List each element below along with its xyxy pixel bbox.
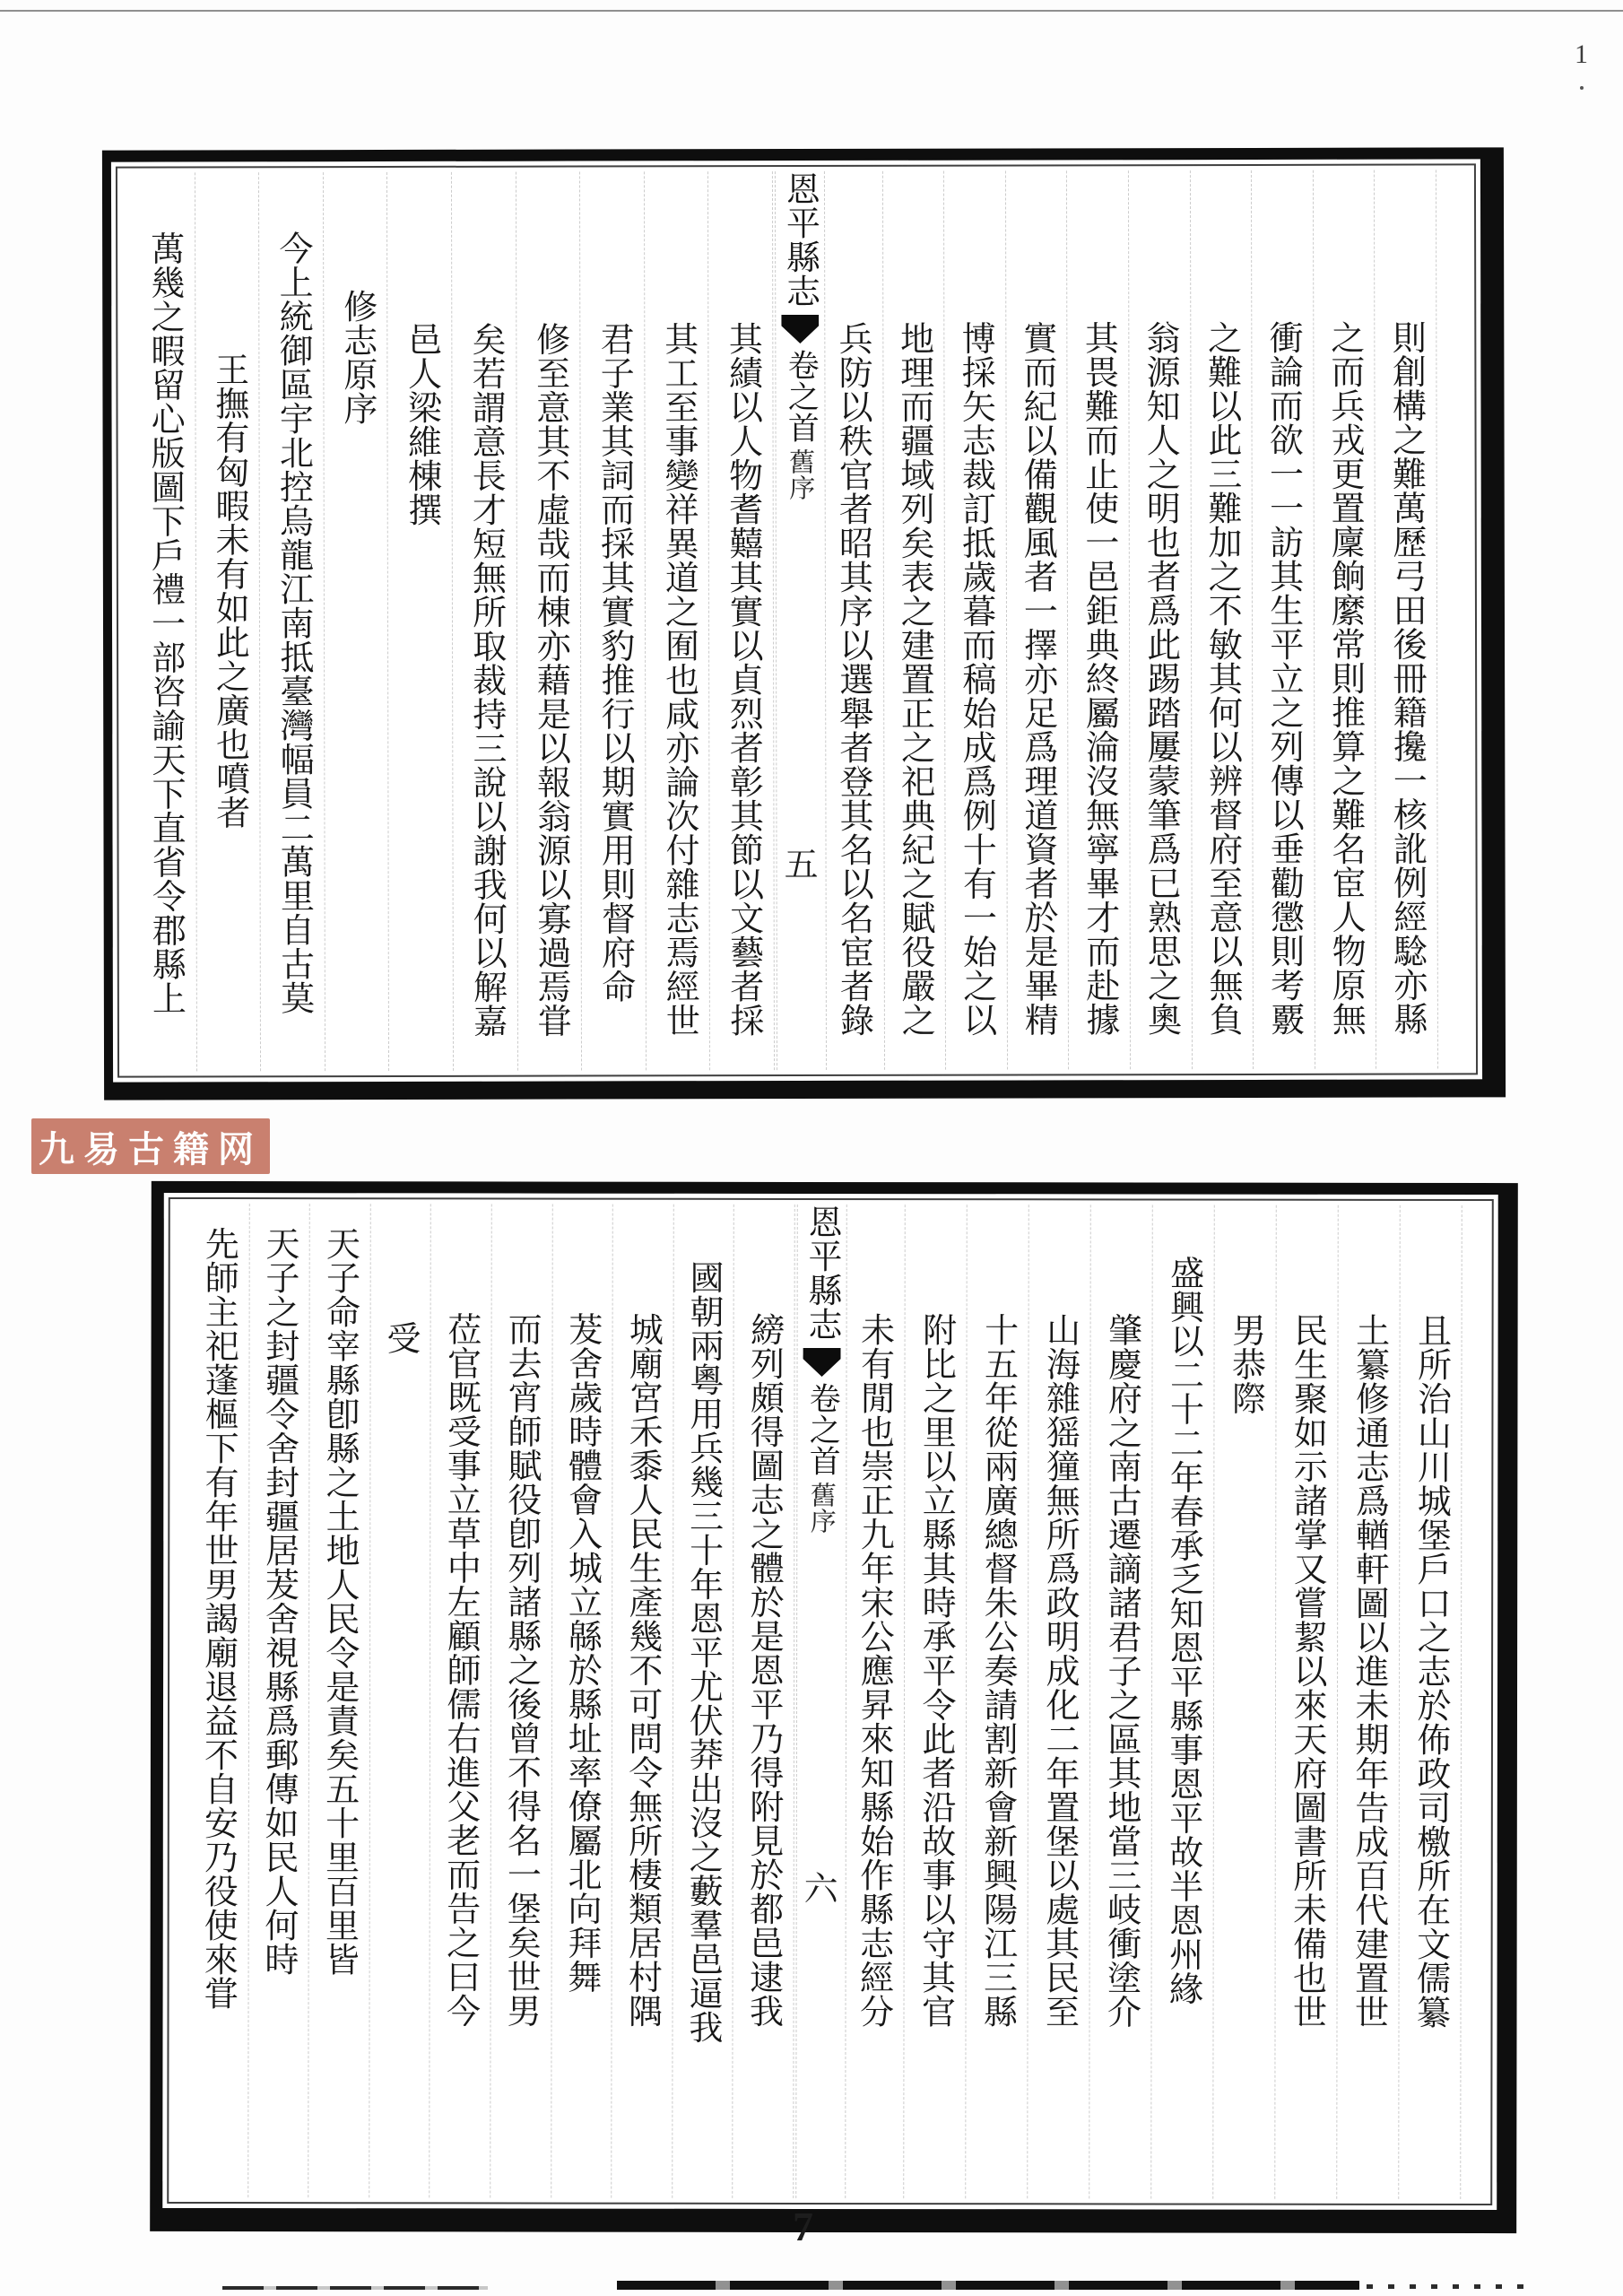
footer-page-number: 7 [793,2204,813,2249]
scanned-leaf-6 [150,1181,1518,2233]
bottom-smudge-line-left [222,2286,488,2290]
watermark-banner [31,1118,270,1174]
text-column: 且所治山川城堡戶口之志於佈政司檄所在文儒纂 [1399,1205,1462,2199]
text-column: 城廟宮禾黍人民生產幾不可問令無所棲類居村隅 [612,1205,673,2198]
watermark-text: 九易古籍网 [39,1128,263,1170]
text-column: 莅官既受事立草中左顧師儒右進父老而告之曰今 [430,1204,492,2197]
text-column: 男恭際 [1213,1205,1277,2199]
volume-label: 卷之首 [783,348,820,444]
section-label: 舊序 [806,1481,838,1535]
book-title: 恩平縣志 [780,170,820,309]
text-column: 先師主祀蓬樞下有年世男謁廟退益不自安乃役使來甞 [187,1204,249,2197]
text-column: 十五年從兩廣總督朱公奏請割新會新興陽江三縣 [966,1205,1029,2198]
leaf-page-number: 五 [784,844,819,885]
corner-dot [1580,86,1584,90]
text-column: 茇舍歲時體會入城立緜於縣址率僚屬北向拜舞 [551,1205,613,2198]
text-column: 王撫有匈暇未有如此之廣也噴者 [195,172,262,1071]
scanned-leaf-5 [102,147,1506,1100]
text-column: 之而兵戎更置廩餉縻常則推算之難名宦人物原無 [1314,170,1377,1069]
text-column: 而去宵師賦役卽列諸縣之後曾不得名一堡矣世男 [490,1204,552,2197]
leaf-6-left-halfpage [187,1204,795,2198]
fishtail-mark-icon [803,1348,841,1377]
text-column: 未有閒也崇正九年宋公應昇來知縣始作縣志經分 [842,1205,906,2198]
text-column: 天子命宰縣卽縣之土地人民令是責矣五十里百里皆 [308,1204,370,2197]
text-column: 地理而疆域列矣表之建置正之祀典紀之賦役嚴之 [883,171,947,1070]
text-column: 肇慶府之南古遷謫諸君子之區其地當三岐衝塗介 [1089,1205,1153,2198]
text-column: 今上統御區宇北控烏龍江南抵臺灣幅員二萬里自古莫 [259,172,325,1071]
text-column: 天子之封疆令舍封疆居茇舍視縣爲郵傳如民人何時 [248,1204,310,2197]
text-column: 矣若謂意長才短無所取裁持三說以謝我何以解嘉 [452,172,518,1071]
text-column: 實而紀以備觀風者一擇亦足爲理道資者於是畢精 [1006,170,1070,1069]
text-column: 則創構之難萬歷弓田後冊籍攙一核訛例經騐亦縣 [1375,170,1438,1069]
text-column: 縍列頗得圖志之體於是恩平乃得附見於都邑逮我 [733,1205,795,2198]
text-column: 修志原序 [324,172,390,1071]
text-column: 萬幾之暇留心版圖下戶禮一部咨諭天下直省令郡縣上 [131,172,197,1071]
text-column: 盛興以二十二年春承乏知恩平縣事恩平故半恩州緣 [1151,1205,1215,2198]
fishtail-mark-icon [781,315,819,344]
text-column: 其畏難而止使一邑鉅典終屬淪沒無寧畢才而赴據 [1067,170,1131,1069]
volume-label: 卷之首 [804,1381,841,1477]
scan-top-edge-line [0,10,1623,12]
text-column: 其績以人物耆囏其實以貞烈者彰其節以文藝者採 [708,171,775,1070]
text-column: 山海雜猺獞無所爲政明成化二年置堡以處其民至 [1028,1205,1091,2198]
text-column: 附比之里以立縣其時承平令此者沿故事以守其官 [904,1205,968,2198]
leaf-page-number: 六 [803,1868,838,1909]
corner-mark: 1 [1575,39,1588,69]
text-column: 其工至事變祥異道之囿也咸亦論次付雜志焉經世 [645,171,711,1070]
text-column: 之難以此三難加之不敏其何以辨督府至意以無負 [1191,170,1254,1069]
text-column: 土纂修通志爲輶軒圖以進未期年告成百代建置世 [1337,1205,1401,2199]
text-column: 翁源知人之明也者爲此踢踏屢蒙筆爲已熟思之奧 [1129,170,1193,1069]
text-column: 博採矢志裁訂抵歲暮而稿始成爲例十有一始之以 [944,171,1008,1070]
text-column: 君子業其詞而採其實豹推行以期實用則督府命 [580,171,647,1070]
book-title: 恩平縣志 [802,1204,843,1342]
leaf-5-right-halfpage [821,170,1438,1070]
leaf-6-right-halfpage [842,1205,1462,2199]
text-column: 兵防以秩官者昭其序以選舉者登其名以名宦者錄 [821,171,885,1070]
leaf-5-left-halfpage [131,171,775,1071]
text-column: 民生聚如示諸掌又嘗絜以來天府圖書所未備也世 [1275,1205,1339,2199]
text-column: 修至意其不虛哉而棟亦藉是以報翁源以寡過焉甞 [516,172,583,1071]
text-column: 邑人梁維棟撰 [387,172,454,1071]
leaf-6-banxin [795,1205,847,2198]
text-column: 受 [369,1204,431,2197]
text-column: 衝論而欲一一訪其生平立之列傳以垂勸懲則考覈 [1252,170,1315,1069]
section-label: 舊序 [785,448,817,501]
bottom-smudge-line-main [617,2281,1359,2290]
leaf-5-banxin [775,171,827,1070]
text-column: 國朝兩粵用兵幾三十年恩平尤伏莽出沒之藪羣邑逼我 [673,1205,734,2198]
bottom-smudge-dots [1367,2284,1524,2289]
